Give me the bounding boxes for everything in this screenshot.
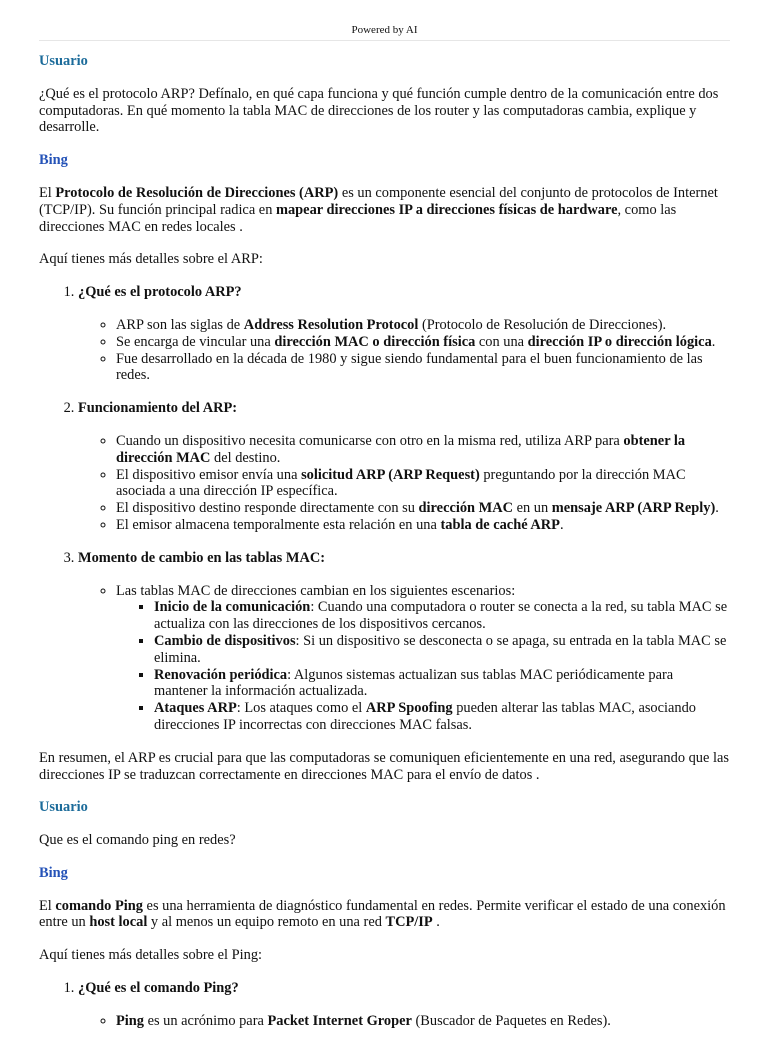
speaker-label-bing: Bing: [39, 152, 68, 169]
bullet-item: [116, 467, 729, 501]
text: .: [559, 516, 564, 533]
list-item: [78, 400, 729, 534]
section-title: Funcionamiento del ARP:: [78, 400, 238, 417]
bullet-item: [116, 1013, 729, 1030]
text: es un componente esencial del conjunto de protocolos de Internet (TCP/IP). Su función principal radica en: [39, 184, 718, 218]
list-item: [78, 980, 729, 1030]
bing-intro: [39, 898, 729, 932]
speaker-label-bing: Bing: [39, 864, 68, 881]
text: es una herramienta de diagnóstico fundamental en redes. Permite verificar el estado de una conexión entre un: [39, 897, 726, 931]
sub-bullet-list: [116, 599, 729, 733]
bold-text: Inicio de la comunicación: [154, 599, 311, 616]
bullet-item: [116, 351, 729, 385]
bullet-list: [78, 317, 729, 384]
text: y al menos un equipo remoto en una red: [147, 914, 386, 931]
text: con una: [475, 333, 528, 350]
bold-text: tabla de caché ARP: [440, 516, 560, 533]
bold-text: Address Resolution Protocol: [243, 316, 419, 333]
text: Se encarga de vincular una: [116, 333, 275, 350]
text: del destino.: [210, 449, 281, 466]
conversation: [39, 53, 729, 1046]
text: , como las direcciones MAC en redes locales .: [39, 201, 677, 235]
bold-text: Ataques ARP: [154, 700, 237, 717]
speaker-label-user: Usuario: [39, 53, 88, 69]
bold-text: Renovación periódica: [154, 666, 288, 683]
bold-text: TCP/IP: [385, 914, 433, 931]
user-question: Que es el comando ping en redes?: [39, 832, 236, 849]
bullet-list: [78, 583, 729, 734]
bold-text: comando Ping: [55, 897, 143, 914]
sub-bullet-item: [154, 667, 729, 701]
bold-text: dirección MAC: [418, 500, 513, 517]
bold-text: ARP Spoofing: [365, 700, 453, 717]
section-title: ¿Qué es el protocolo ARP?: [78, 284, 242, 301]
bold-text: obtener la dirección MAC: [116, 432, 686, 466]
text: pueden alterar las tablas MAC, asociando direcciones IP incorrectas con direcciones MAC falsas.: [154, 700, 696, 733]
list-item: [78, 550, 729, 734]
numbered-list: [39, 284, 729, 734]
bold-text: dirección IP o dirección lógica: [527, 333, 712, 350]
text: Cuando un dispositivo necesita comunicarse con otro en la misma red, utiliza ARP para: [116, 432, 624, 449]
text: El emisor almacena temporalmente esta relación en una: [116, 516, 441, 533]
sub-bullet-item: [154, 700, 729, 734]
text: preguntando por la dirección MAC asociada a una dirección IP específica.: [116, 466, 686, 500]
page-header: Powered by AI: [39, 23, 730, 41]
section-title: ¿Qué es el comando Ping?: [78, 980, 239, 997]
bold-text: mensaje ARP (ARP Reply): [551, 500, 716, 517]
bold-text: host local: [89, 914, 148, 931]
text: El dispositivo destino responde directamente con su: [116, 500, 419, 517]
text: .: [715, 500, 719, 517]
numbered-list: [39, 980, 729, 1030]
user-question: ¿Qué es el protocolo ARP? Defínalo, en qué capa funciona y qué función cumple dentro de la comunicación entre dos computadoras. En qué momento la tabla MAC de direcciones de los router y las computadoras cambia, explique y desarrolle.: [39, 85, 719, 136]
bold-text: Protocolo de Resolución de Direcciones (ARP): [55, 184, 339, 201]
text: en un: [513, 500, 552, 517]
text: ARP son las siglas de: [116, 316, 244, 333]
bing-lead: Aquí tienes más detalles sobre el Ping:: [39, 947, 263, 964]
bullet-list: [78, 1013, 729, 1030]
sub-bullet-item: [154, 633, 729, 667]
section-title: Momento de cambio en las tablas MAC:: [78, 549, 326, 566]
bing-lead: Aquí tienes más detalles sobre el ARP:: [39, 251, 263, 268]
text: .: [711, 333, 716, 350]
speaker-label-user: Usuario: [39, 799, 88, 816]
text: El: [39, 897, 56, 914]
bold-text: mapear direcciones IP a direcciones físicas de hardware: [276, 201, 618, 218]
sub-bullet-item: [154, 599, 729, 633]
text: El dispositivo emisor envía una: [116, 466, 302, 483]
text: : Cuando una computadora o router se conecta a la red, su tabla MAC se actualiza con las direcciones de los dispositivos cercanos.: [154, 599, 728, 633]
bold-text: Packet Internet Groper: [267, 1012, 412, 1029]
bullet-item: [116, 583, 729, 734]
text: : Algunos sistemas actualizan sus tablas MAC periódicamente para mantener la información actualizada.: [154, 666, 674, 700]
text: : Los ataques como el: [236, 700, 366, 717]
bullet-item: [116, 334, 729, 351]
list-item: [78, 284, 729, 384]
bold-text: Cambio de dispositivos: [154, 632, 296, 649]
bullet-item: [116, 517, 729, 534]
bold-text: solicitud ARP (ARP Request): [301, 466, 480, 483]
bing-summary: En resumen, el ARP es crucial para que las computadoras se comuniquen eficientemente en una red, asegurando que las direcciones IP se traduzcan correctamente en direcciones MAC para el envío de datos .: [39, 749, 729, 783]
text: (Protocolo de Resolución de Direcciones).: [418, 316, 667, 333]
bold-text: dirección MAC o dirección física: [274, 333, 476, 350]
text: El: [39, 184, 56, 201]
text: : Si un dispositivo se desconecta o se apaga, su entrada en la tabla MAC se elimina.: [154, 632, 727, 666]
bullet-item: [116, 317, 729, 334]
bold-text: Ping: [116, 1012, 144, 1029]
bing-intro: [39, 185, 729, 235]
bullet-item: [116, 433, 729, 467]
text: (Buscador de Paquetes en Redes).: [411, 1012, 611, 1029]
bullet-item: [116, 500, 729, 517]
text: Las tablas MAC de direcciones cambian en los siguientes escenarios:: [116, 582, 516, 599]
bullet-list: [78, 433, 729, 534]
text: es un acrónimo para: [144, 1012, 268, 1029]
text: Fue desarrollado en la década de 1980 y sigue siendo fundamental para el buen funcionamiento de las redes.: [116, 350, 703, 384]
text: .: [432, 914, 440, 931]
